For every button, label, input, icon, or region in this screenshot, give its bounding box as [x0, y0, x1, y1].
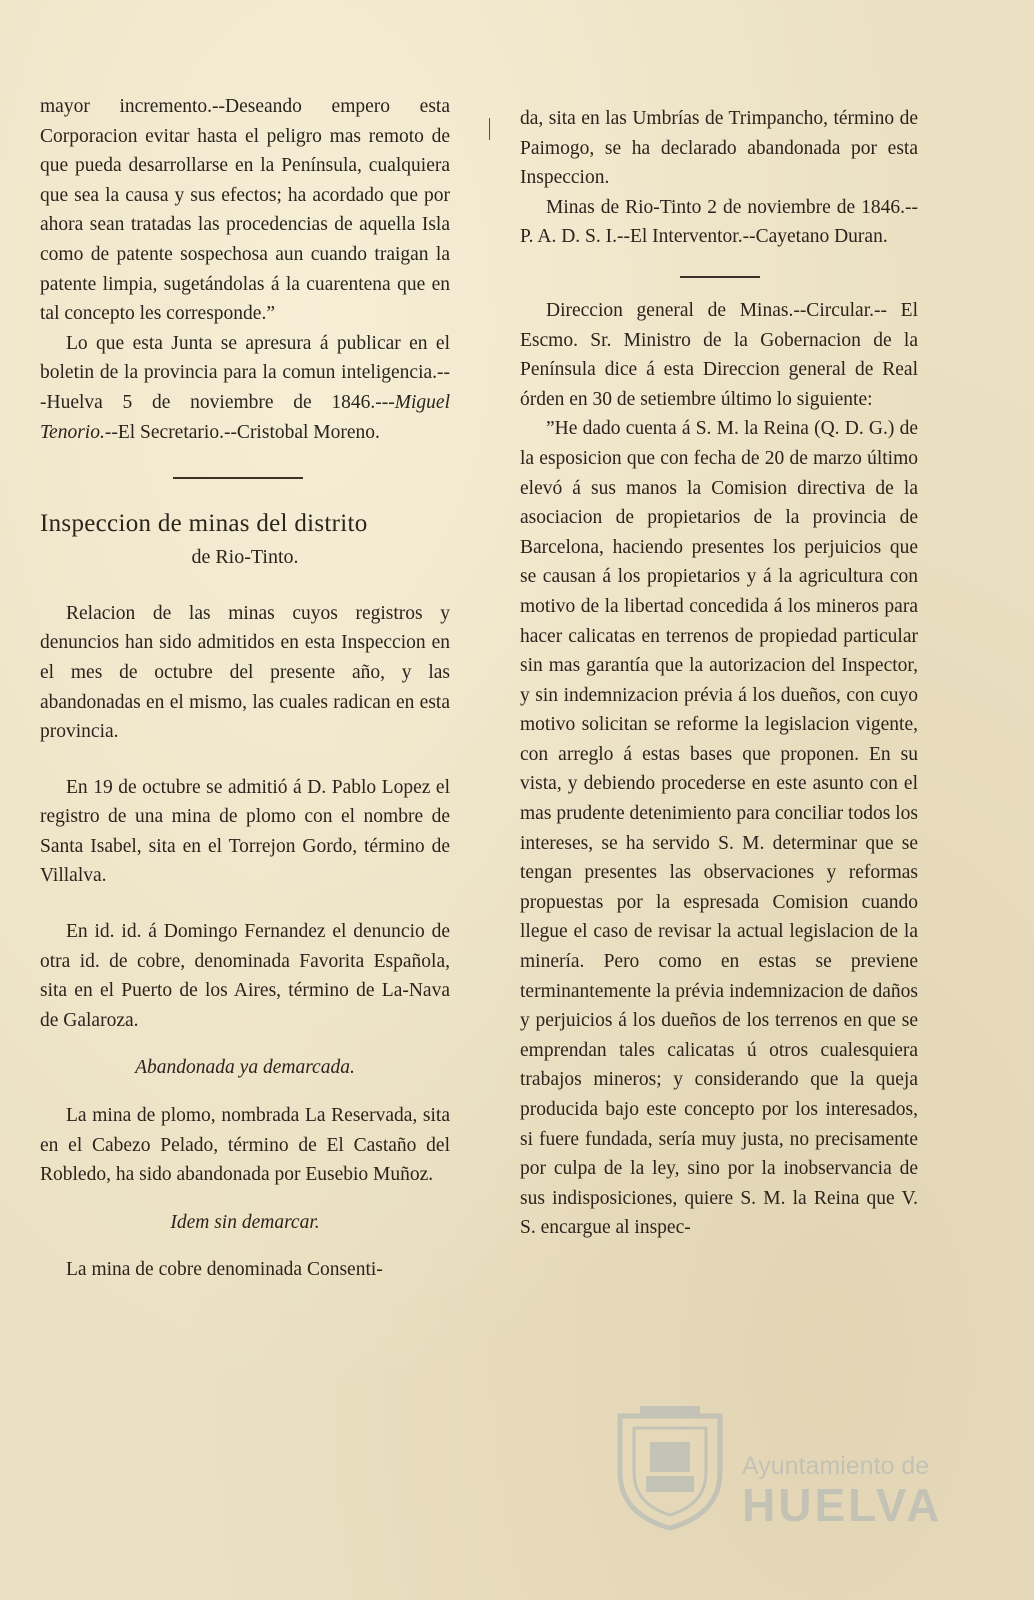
- right-column: [520, 104, 918, 1243]
- mine-entry-favorita: En id. id. á Domingo Fernandez el denuncio de otra id. de cobre, denominada Favorita Española, sita en el Puerto de los Aires, término de La-Nava de Galaroza.: [40, 921, 450, 1031]
- watermark-line2: HUELVA: [742, 1479, 943, 1531]
- circular-intro: Direccion general de Minas.--Circular.-- El Escmo. Sr. Ministro de la Gobernacion de la Península dice á esta Direccion general de Real órden en 30 de setiembre último lo siguiente:: [520, 299, 918, 410]
- mine-entry-reservada: La mina de plomo, nombrada La Reservada, sita en el Cabezo Pelado, término de El Castaño del Robledo, ha sido abandonada por Eusebio Muñoz.: [40, 1105, 450, 1186]
- right-para-continuation: da, sita en las Umbrías de Trimpancho, término de Paimogo, se ha declarado abandonada por esta Inspeccion.: [520, 108, 918, 189]
- section-subheading: de Rio-Tinto.: [191, 546, 299, 569]
- mine-entry-santa-isabel: En 19 de octubre se admitió á D. Pablo Lopez el registro de una mina de plomo con el nombre de Santa Isabel, sita en el Torrejon Gordo, término de Villalva.: [40, 776, 450, 887]
- coat-of-arms-icon: [610, 1402, 730, 1532]
- left-column: [40, 92, 450, 1285]
- huelva-watermark: [610, 1402, 950, 1532]
- junta-notice-paragraph: [40, 329, 450, 447]
- secretary-text: --El Secretario.--Cristobal Moreno.: [104, 421, 380, 443]
- subsection-sin-demarcar: Idem sin demarcar.: [170, 1211, 320, 1233]
- watermark-line1: Ayuntamiento de: [742, 1452, 930, 1480]
- column-divider: [489, 118, 490, 140]
- rio-tinto-signature: Minas de Rio-Tinto 2 de noviembre de 1846.--P. A. D. S. I.--El Interventor.--Cayetano Duran.: [520, 196, 918, 248]
- signer-name: Miguel Tenorio.: [40, 391, 450, 443]
- section-heading: Inspeccion de minas del distrito: [40, 510, 368, 538]
- royal-order-text: ”He dado cuenta á S. M. la Reina (Q. D. G.) de la esposicion que con fecha de 20 de marzo último elevó á sus manos la Comision directiva de la asociacion de propietarios de la provincia de Barcelona, haciendo presentes los perjuicios que se causan á los propietarios y á la agricultura con motivo de la libertad concedida á los mineros para hacer calicatas en terrenos de propiedad particular sin mas garantía que la autorizacion del Inspector, y sin indemnizacion prévia á los dueños, con cuyo motivo solicitan se reforme la legislacion vigente, con arreglo á estas bases que proponen. En su vista, y debiendo procederse en este asunto con el mas prudente detenimiento para conciliar todos los intereses, se ha servido S. M. determinar que se tengan presentes las observaciones y reformas propuestas por la espresada Comision cuando llegue el caso de revisar la actual legislacion de la minería. Pero como en estas se previene terminantemente la prévia indemnizacion de daños y perjuicios á los dueños de los terrenos en que se emprendan tales calicatas ú otros cualesquiera trabajos mineros; y considerando que la queja producida bajo este concepto por los interesados, si fuere fundada, sería muy justa, no precisamente por culpa de la ley, sino por la inobservancia de sus indisposiciones, quiere S. M. la Reina que V. S. encargue al inspec-: [520, 418, 918, 1239]
- mine-entry-consentida: La mina de cobre denominada Consenti-: [66, 1259, 383, 1281]
- subsection-abandonada-demarcada: Abandonada ya demarcada.: [135, 1057, 355, 1079]
- left-para-continuation: mayor incremento.--Deseando empero esta Corporacion evitar hasta el peligro mas remoto de que pueda desarrollarse en la Península, cualquiera que sea la causa y sus efectos; ha acordado que por ahora sean tratadas las procedencias de aquella Isla como de patente sospechosa aun cuando traigan la patente limpia, sugetándolas á la cuarentena que en tal concepto les corresponde.”: [40, 96, 450, 325]
- section-divider-right: [680, 276, 760, 278]
- mines-intro-paragraph: Relacion de las minas cuyos registros y denuncios han sido admitidos en esta Inspeccion en el mes de octubre del presente año, y las abandonadas en el mismo, las cuales radican en esta provincia.: [40, 602, 450, 743]
- junta-notice-text: Lo que esta Junta se apresura á publicar en el boletin de la provincia para la comun inteligencia.---Huelva 5 de noviembre de 1846.---: [40, 332, 450, 413]
- section-divider: [173, 477, 303, 479]
